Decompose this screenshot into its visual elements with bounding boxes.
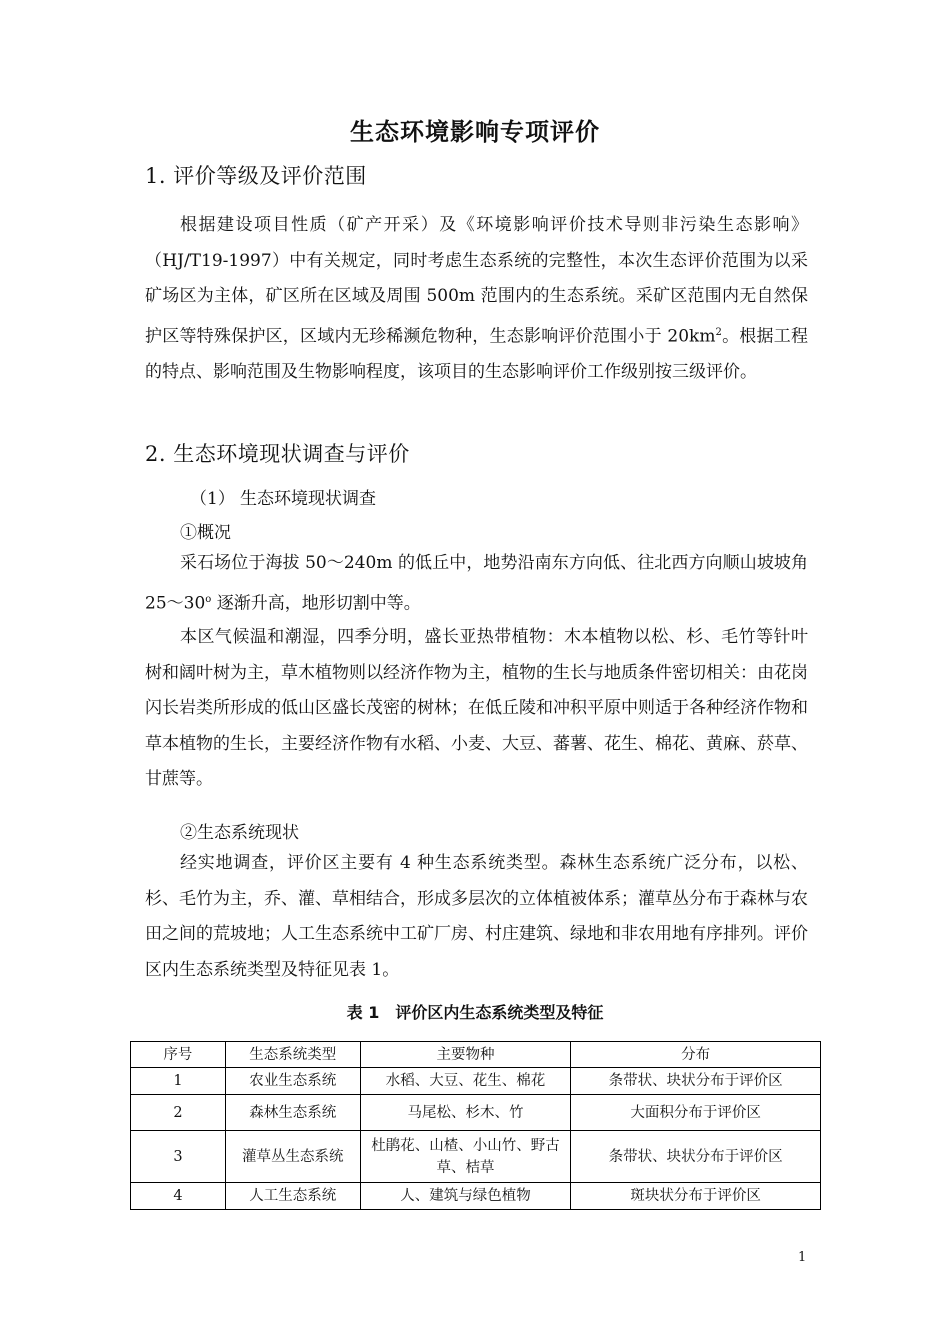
subsection-title: 生态环境现状调查	[240, 489, 376, 509]
table-row	[131, 1068, 821, 1095]
subsection-number: （1）	[190, 489, 235, 509]
section-1-paragraph	[145, 208, 808, 390]
ecosystem-table	[130, 1041, 821, 1210]
item-heading-overview: ①概况	[180, 523, 231, 543]
header-cell: 生态系统类型	[225, 1042, 360, 1068]
item-heading-ecosystem: ②生态系统现状	[180, 823, 299, 843]
header-cell: 序号	[131, 1042, 226, 1068]
header-cell: 分布	[571, 1042, 821, 1068]
document-title: 生态环境影响专项评价	[350, 118, 600, 146]
section-2-heading: 2. 生态环境现状调查与评价	[145, 442, 410, 466]
paragraph-text: 。根据工程的特点、影响范围及生物影响程度，该项目的生态影响评价工作级别按三级评价。	[145, 326, 808, 382]
table-caption: 表 1 评价区内生态系统类型及特征	[346, 1003, 604, 1022]
table-cell: 人工生态系统	[225, 1183, 360, 1210]
table-cell: 2	[131, 1095, 226, 1131]
superscript: 2	[715, 326, 722, 338]
table-cell: 水稻、大豆、花生、棉花	[360, 1068, 571, 1095]
section-1-heading: 1. 评价等级及评价范围	[145, 164, 367, 188]
paragraph-text: 采石场位于海拔 50～240m 的低丘中，地势沿南东方向低、往北西方向顺山坡坡角 25～30	[145, 553, 808, 614]
table-cell: 马尾松、杉木、竹	[360, 1095, 571, 1131]
paragraph-vegetation: 本区气候温和潮湿，四季分明，盛长亚热带植物：木本植物以松、杉、毛竹等针叶树和阔叶树为主，草木植物则以经济作物为主，植物的生长与地质条件密切相关：由花岗闪长岩类所形成的低山区盛长茂密的树林；在低丘陵和冲积平原中则适于各种经济作物和草本植物的生长，主要经济作物有水稻、小麦、大豆、蕃薯、花生、棉花、黄麻、菸草、甘蔗等。	[145, 627, 808, 789]
table-cell: 条带状、块状分布于评价区	[571, 1131, 821, 1183]
table-cell: 4	[131, 1183, 226, 1210]
table-cell: 农业生态系统	[225, 1068, 360, 1095]
table-cell: 灌草丛生态系统	[225, 1131, 360, 1183]
table-row	[131, 1183, 821, 1210]
header-cell: 主要物种	[360, 1042, 571, 1068]
table-cell: 森林生态系统	[225, 1095, 360, 1131]
paragraph-text: 逐渐升高，地形切割中等。	[211, 593, 421, 614]
table-row	[131, 1131, 821, 1183]
table-cell: 杜鹃花、山楂、小山竹、野古草、桔草	[360, 1131, 571, 1183]
table-header-row	[131, 1042, 821, 1068]
superscript: o	[205, 593, 212, 605]
paragraph-ecosystem: 经实地调查，评价区主要有 4 种生态系统类型。森林生态系统广泛分布，以松、杉、毛竹为主，乔、灌、草相结合，形成多层次的立体植被体系；灌草丛分布于森林与农田之间的荒坡地；人工生态系统中工矿厂房、村庄建筑、绿地和非农用地有序排列。评价区内生态系统类型及特征见表 1。	[145, 853, 808, 980]
paragraph-terrain	[145, 546, 808, 622]
table-cell: 大面积分布于评价区	[571, 1095, 821, 1131]
table-cell: 3	[131, 1131, 226, 1183]
table-row	[131, 1095, 821, 1131]
table-cell: 条带状、块状分布于评价区	[571, 1068, 821, 1095]
page-number: 1	[798, 1250, 807, 1265]
table-cell: 人、建筑与绿色植物	[360, 1183, 571, 1210]
table-cell: 斑块状分布于评价区	[571, 1183, 821, 1210]
paragraph-text: 根据建设项目性质（矿产开采）及《环境影响评价技术导则非污染生态影响》（HJ/T19-1997）中有关规定，同时考虑生态系统的完整性，本次生态评价范围为以采矿场区为主体，矿区所在区域及周围 500m 范围内的生态系统。采矿区范围内无自然保护区等特殊保护区，区域内无珍稀濒危物种，生态影响评价范围小于 20km	[145, 215, 808, 347]
table-cell: 1	[131, 1068, 226, 1095]
